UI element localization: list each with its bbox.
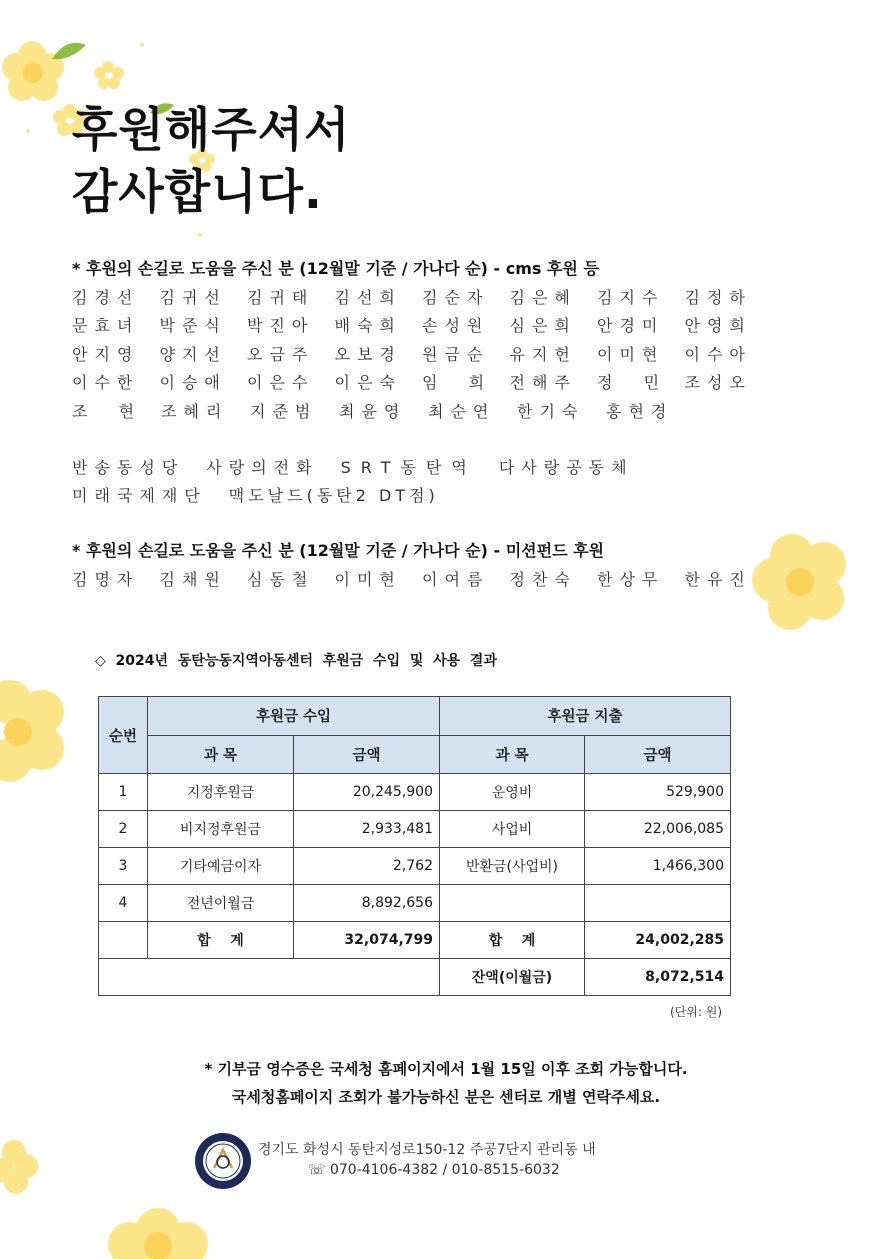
sponsor-name: 이수한 xyxy=(72,373,140,393)
receipt-notice-line-1: * 기부금 영수증은 국세청 홈페이지에서 1월 15일 이후 조회 가능합니다. xyxy=(204,1060,688,1078)
expense-item: 운영비 xyxy=(440,774,585,811)
section2-heading: * 후원의 손길로 도움을 주신 분 (12월말 기준 / 가나다 순) - 미션펀드 후원 xyxy=(72,541,605,560)
table-row xyxy=(99,774,731,811)
expense-group-header: 후원금 지출 xyxy=(440,697,731,736)
expense-amount: 1,466,300 xyxy=(585,848,731,885)
sponsor-name: 김귀태 xyxy=(247,287,315,307)
row-no: 3 xyxy=(99,848,148,885)
footer-phone: ☏ 070-4106-4382 / 010-8515-6032 xyxy=(308,1162,560,1178)
total-no-cell xyxy=(99,922,148,959)
name-row xyxy=(72,282,772,311)
sponsor-name: 이승애 xyxy=(159,373,227,393)
expense-item xyxy=(440,885,585,922)
sponsor-name: 이미현 xyxy=(597,344,665,364)
sponsor-name: 문효녀 xyxy=(72,316,140,336)
sponsor-name: 홍현경 xyxy=(606,401,674,421)
sponsor-name: 최순연 xyxy=(428,401,496,421)
sponsor-name: 임 희 xyxy=(422,373,492,393)
sponsor-org: 맥도날드(동탄2 DT점) xyxy=(228,486,439,506)
name-row xyxy=(72,396,772,425)
sponsor-name: 한기숙 xyxy=(517,401,585,421)
sponsor-name: 김순자 xyxy=(422,287,490,307)
sponsor-name: 김은혜 xyxy=(509,287,577,307)
name-row xyxy=(72,368,772,397)
sponsor-name: 심은희 xyxy=(509,316,577,336)
income-total-label: 합 계 xyxy=(148,922,294,959)
sponsor-name: 안영희 xyxy=(684,316,752,336)
income-item: 기타예금이자 xyxy=(148,848,294,885)
expense-amount-header: 금액 xyxy=(585,735,731,774)
sponsor-name: 김선희 xyxy=(334,287,402,307)
sponsor-name: 이은숙 xyxy=(334,373,402,393)
receipt-notice-line-2: 국세청홈페이지 조회가 불가능하신 분은 센터로 개별 연락주세요. xyxy=(231,1088,661,1106)
name-row xyxy=(72,311,772,340)
sponsor-name: 안경미 xyxy=(597,316,665,336)
income-item: 비지정후원금 xyxy=(148,811,294,848)
expense-item: 반환금(사업비) xyxy=(440,848,585,885)
income-total: 32,074,799 xyxy=(294,922,440,959)
sponsor-name: 김귀선 xyxy=(159,287,227,307)
balance-amount: 8,072,514 xyxy=(585,959,731,996)
sponsor-name: 전해주 xyxy=(509,373,577,393)
sponsor-org-list xyxy=(72,452,772,509)
sponsor-name: 이은수 xyxy=(247,373,315,393)
sponsor-name: 지준범 xyxy=(250,401,318,421)
table-row xyxy=(99,811,731,848)
sponsor-name: 김명자 xyxy=(72,569,140,589)
expense-amount: 22,006,085 xyxy=(585,811,731,848)
income-amount: 8,892,656 xyxy=(294,885,440,922)
income-amount: 2,762 xyxy=(294,848,440,885)
table-title: ◇ 2024년 동탄능동지역아동센터 후원금 수입 및 사용 결과 xyxy=(95,653,497,669)
finance-table xyxy=(98,696,731,996)
expense-total-label: 합 계 xyxy=(440,922,585,959)
title-line-2: 감사합니다. xyxy=(72,165,323,220)
expense-amount: 529,900 xyxy=(585,774,731,811)
sponsor-name: 심동철 xyxy=(247,569,315,589)
sponsor-org: 반송동성당 xyxy=(72,457,185,477)
sponsor-name: 이수아 xyxy=(684,344,752,364)
sponsor-name: 조성오 xyxy=(684,373,752,393)
sponsor-name: 오보경 xyxy=(334,344,402,364)
sponsor-name: 정찬숙 xyxy=(509,569,577,589)
income-item-header: 과 목 xyxy=(148,735,294,774)
sponsor-name: 원금순 xyxy=(422,344,490,364)
table-balance-row xyxy=(99,959,731,996)
balance-label: 잔액(이월금) xyxy=(440,959,585,996)
row-no: 2 xyxy=(99,811,148,848)
name-row xyxy=(72,339,772,368)
flower-decoration-bottom-left xyxy=(0,1130,210,1259)
expense-item: 사업비 xyxy=(440,811,585,848)
section1-heading: * 후원의 손길로 도움을 주신 분 (12월말 기준 / 가나다 순) - cms 후원 등 xyxy=(72,259,599,278)
flower-decoration-left xyxy=(0,680,75,790)
table-row xyxy=(99,885,731,922)
expense-amount xyxy=(585,885,731,922)
sponsor-org: SRT동탄역 xyxy=(340,457,477,477)
sponsor-name: 김정하 xyxy=(684,287,752,307)
footer-address: 경기도 화성시 동탄지성로150-12 주공7단지 관리동 내 xyxy=(258,1142,596,1158)
sponsor-name: 손성원 xyxy=(422,316,490,336)
sponsor-name: 한상무 xyxy=(597,569,665,589)
page-title xyxy=(72,100,350,224)
income-amount: 2,933,481 xyxy=(294,811,440,848)
sponsor-name: 김경선 xyxy=(72,287,140,307)
income-amount-header: 금액 xyxy=(294,735,440,774)
footer-contact xyxy=(258,1140,596,1180)
table-total-row xyxy=(99,922,731,959)
sponsor-name: 박진아 xyxy=(247,316,315,336)
expense-item-header: 과 목 xyxy=(440,735,585,774)
sponsor-name: 조혜리 xyxy=(161,401,229,421)
table-subheader-row xyxy=(99,735,731,774)
flower-decoration-right xyxy=(752,528,892,638)
center-seal-logo xyxy=(194,1132,252,1190)
income-item: 지정후원금 xyxy=(148,774,294,811)
sponsor-org: 사랑의전화 xyxy=(206,457,319,477)
sponsor-name: 유지헌 xyxy=(509,344,577,364)
sponsor-name: 이미현 xyxy=(334,569,402,589)
sponsor-org: 미래국제재단 xyxy=(72,486,207,506)
sponsor-name: 정 민 xyxy=(597,373,667,393)
income-amount: 20,245,900 xyxy=(294,774,440,811)
org-row xyxy=(72,452,772,481)
sponsor-name-list xyxy=(72,282,772,425)
sponsor-name: 한유진 xyxy=(684,569,752,589)
unit-note: (단위: 원) xyxy=(670,1005,722,1019)
sponsor-name: 이여름 xyxy=(422,569,490,589)
sponsor-name: 안지영 xyxy=(72,344,140,364)
balance-empty-cell xyxy=(99,959,440,996)
row-no: 4 xyxy=(99,885,148,922)
org-row xyxy=(72,481,772,510)
name-row xyxy=(72,564,772,593)
sponsor-name: 조 현 xyxy=(72,401,142,421)
sponsor-name: 김채원 xyxy=(159,569,227,589)
table-row xyxy=(99,848,731,885)
sponsor-org: 다사랑공동체 xyxy=(498,457,634,477)
income-item: 전년이월금 xyxy=(148,885,294,922)
sponsor-name: 배숙희 xyxy=(334,316,402,336)
sponsor-name: 박준식 xyxy=(159,316,227,336)
income-group-header: 후원금 수입 xyxy=(148,697,440,736)
sponsor-name: 오금주 xyxy=(247,344,315,364)
col-seq-header: 순번 xyxy=(99,697,148,774)
sponsor-name: 양지선 xyxy=(159,344,227,364)
mission-fund-name-list xyxy=(72,564,772,593)
expense-total: 24,002,285 xyxy=(585,922,731,959)
sponsor-name: 김지수 xyxy=(597,287,665,307)
table-header-row xyxy=(99,697,731,736)
sponsor-name: 최윤영 xyxy=(339,401,407,421)
title-line-1: 후원해주셔서 xyxy=(72,103,351,158)
row-no: 1 xyxy=(99,774,148,811)
